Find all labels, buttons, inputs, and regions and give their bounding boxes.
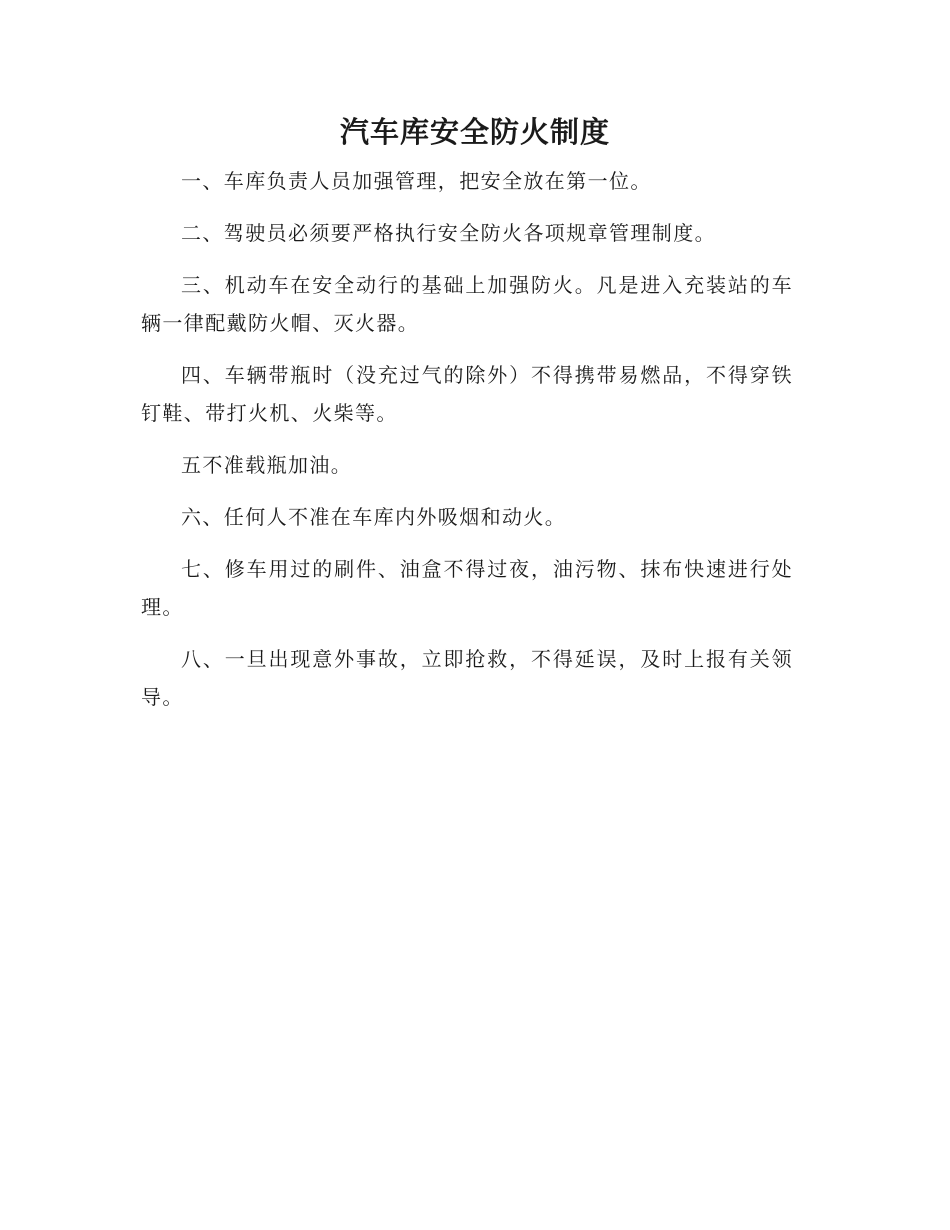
rule-paragraph-2: 二、驾驶员必须要严格执行安全防火各项规章管理制度。 (181, 221, 716, 245)
document-title: 汽车库安全防火制度 (339, 115, 610, 149)
rule-paragraph-6: 六、任何人不准在车库内外吸烟和动火。 (181, 505, 567, 529)
rule-paragraph-7: 七、修车用过的刷件、油盒不得过夜，油污物、抹布快速进行处理。 (141, 557, 793, 619)
document-body (141, 162, 793, 730)
rule-paragraph-3: 三、机动车在安全动行的基础上加强防火。凡是进入充装站的车辆一律配戴防火帽、灭火器。 (141, 273, 793, 335)
rule-paragraph-1: 一、车库负责人员加强管理，把安全放在第一位。 (181, 169, 652, 193)
rule-paragraph-5: 五不准载瓶加油。 (181, 453, 353, 477)
rule-paragraph-8: 八、一旦出现意外事故，立即抢救，不得延误，及时上报有关领导。 (141, 647, 793, 709)
rule-paragraph-4: 四、车辆带瓶时（没充过气的除外）不得携带易燃品，不得穿铁钉鞋、带打火机、火柴等。 (141, 363, 793, 425)
